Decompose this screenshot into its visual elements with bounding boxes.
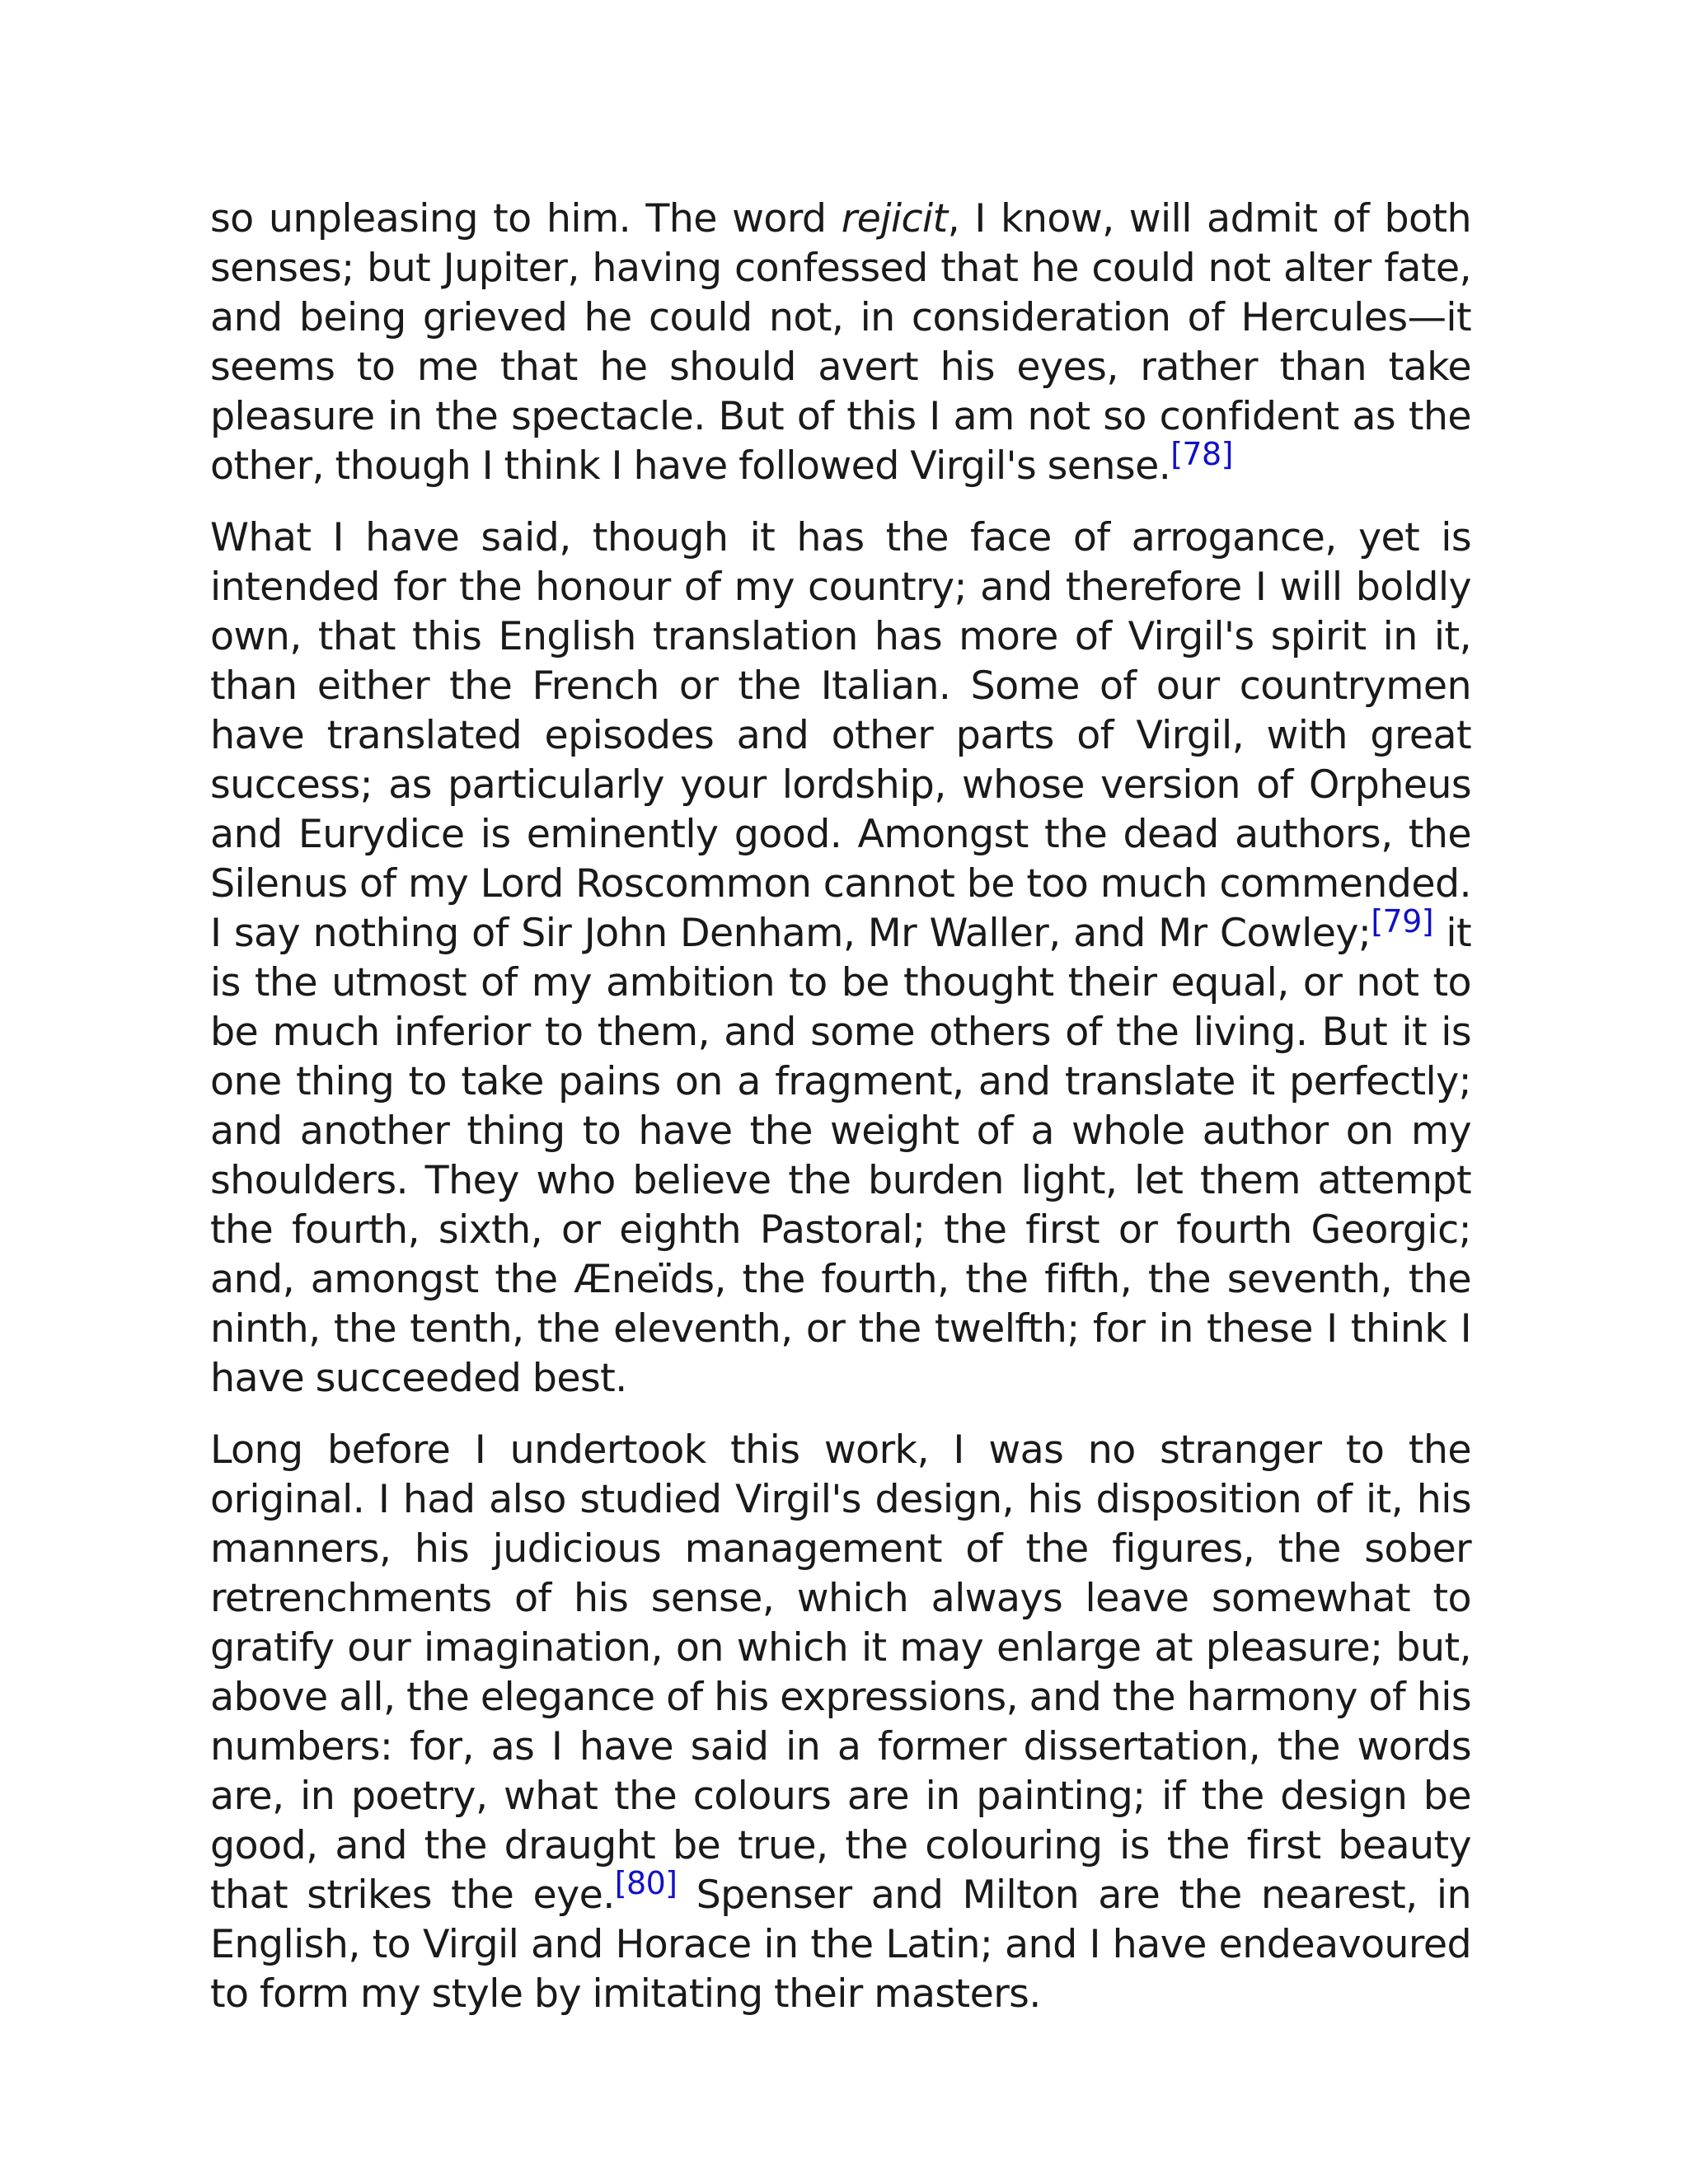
document-body (210, 194, 1471, 2041)
paragraph-1-text-a: so unpleasing to him. The word (210, 196, 842, 241)
footnote-link-80[interactable]: [80] (614, 1865, 678, 1902)
latin-word-rejicit: rejicit (841, 196, 948, 241)
paragraph-1 (210, 194, 1471, 491)
footnote-link-79[interactable]: [79] (1371, 903, 1433, 940)
paragraph-2-text-a: What I have said, though it has the face of arrogance, yet is intended for the honour of my country; and therefore I will boldly own, that this English translation has more of Virgil's spirit in it, than either the French or the Italian. Some of our countrymen have translated episodes and other parts of Virgil, with great success; as particularly your lordship, whose version of Orpheus and Eurydice is eminently good. Amongst the dead authors, the Silenus of my Lord Roscommon cannot be too much commended. I say nothing of Sir John Denham, Mr Waller, and Mr Cowley; (210, 515, 1471, 956)
paragraph-3-text-a: Long before I undertook this work, I was no stranger to the original. I had also studied Virgil's design, his disposition of it, his manners, his judicious management of the figures, the sober retrenchments of his sense, which always leave somewhat to gratify our imagination, on which it may enlarge at pleasure; but, above all, the elegance of his expressions, and the harmony of his numbers: for, as I have said in a former dissertation, the words are, in poetry, what the colours are in painting; if the design be good, and the draught be true, the colouring is the first beauty that strikes the eye. (210, 1427, 1471, 1918)
paragraph-2 (210, 513, 1471, 1404)
paragraph-1-text-b: , I know, will admit of both senses; but Jupiter, having confessed that he could not alter fate, and being grieved he could not, in consideration of Hercules—it seems to me that he should avert his eyes, rather than take pleasure in the spectacle. But of this I am not so confident as the other, though I think I have followed Virgil's sense. (210, 196, 1471, 489)
paragraph-2-text-b: it is the utmost of my ambition to be thought their equal, or not to be much inferior to them, and some others of the living. But it is one thing to take pains on a fragment, and translate it perfectly; and another thing to have the weight of a whole author on my shoulders. They who believe the burden light, let them attempt the fourth, sixth, or eighth Pastoral; the first or fourth Georgic; and, amongst the Æneïds, the fourth, the fifth, the seventh, the ninth, the tenth, the eleventh, or the twelfth; for in these I think I have succeeded best. (210, 911, 1472, 1401)
paragraph-3-text-b: Spenser and Milton are the nearest, in English, to Virgil and Horace in the Latin; and I have endeavoured to form my style by imitating their masters. (210, 1872, 1471, 2017)
footnote-link-78[interactable]: [78] (1170, 436, 1233, 473)
paragraph-3 (210, 1426, 1471, 2019)
